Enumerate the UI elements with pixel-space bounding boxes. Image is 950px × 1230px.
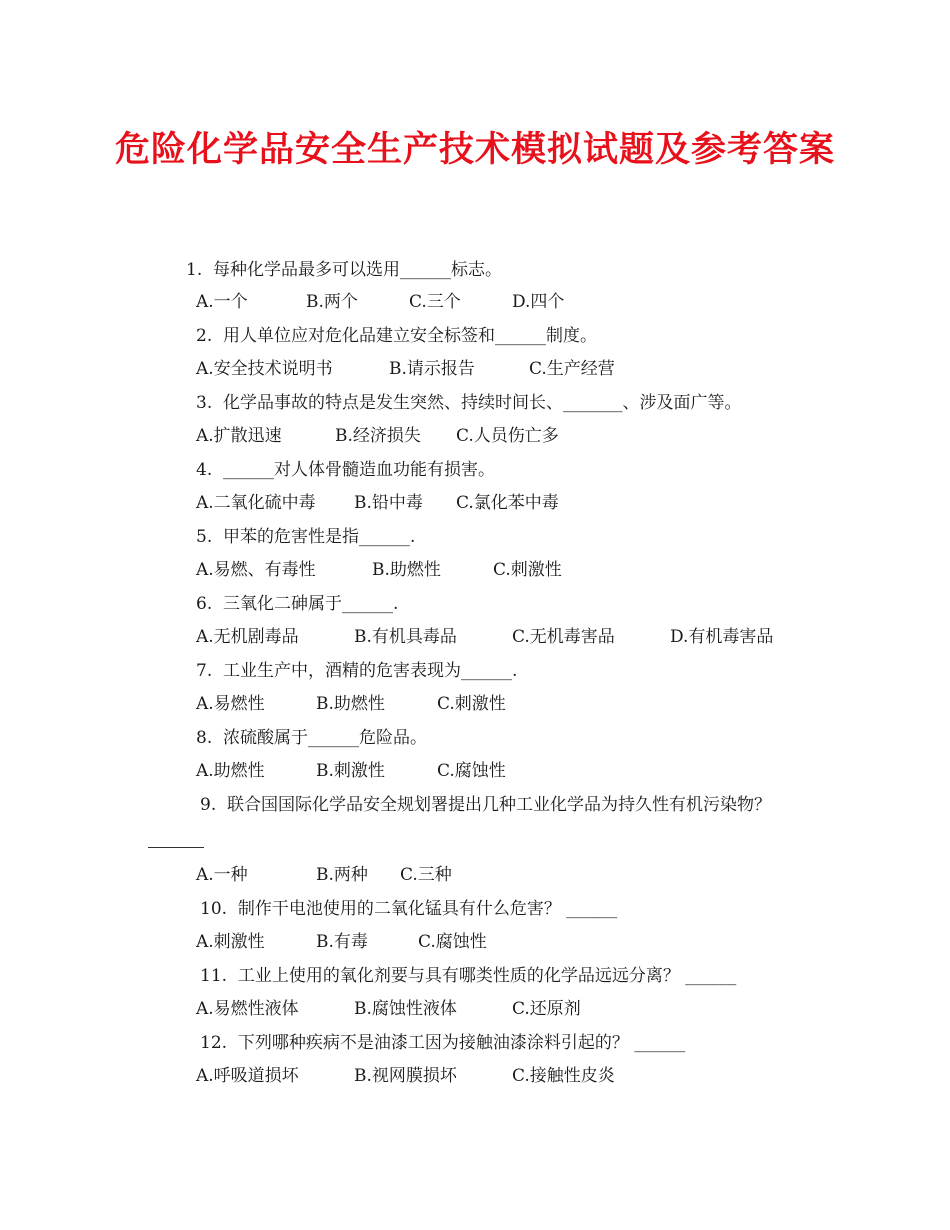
- option: B.铅中毒: [354, 493, 423, 513]
- option: A.刺激性: [196, 932, 265, 952]
- option: C.刺激性: [437, 694, 506, 714]
- option: B.刺激性: [316, 761, 385, 781]
- question-1: 1. 每种化学品最多可以选用______标志。: [186, 260, 503, 280]
- option: D.四个: [512, 292, 565, 312]
- option: B.助燃性: [372, 560, 441, 580]
- option: C.生产经营: [529, 359, 615, 379]
- option: A.呼吸道损坏: [196, 1066, 299, 1086]
- option: C.腐蚀性: [418, 932, 487, 952]
- options-5: [196, 558, 562, 582]
- option: C.腐蚀性: [437, 761, 506, 781]
- options-11: [196, 997, 581, 1021]
- answer-blank: [148, 847, 204, 848]
- option: B.有毒: [316, 932, 368, 952]
- option: C.氯化苯中毒: [456, 493, 559, 513]
- option: C.三个: [409, 292, 461, 312]
- options-10: [196, 930, 487, 954]
- option: A.安全技术说明书: [196, 359, 333, 379]
- option: C.三种: [400, 865, 452, 885]
- options-2: [196, 357, 615, 381]
- option: B.经济损失: [335, 426, 421, 446]
- question-9: 9. 联合国国际化学品安全规划署提出几种工业化学品为持久性有机污染物？: [200, 795, 772, 815]
- option: A.易燃、有毒性: [196, 560, 316, 580]
- option: A.易燃性液体: [196, 999, 299, 1019]
- option: B.请示报告: [389, 359, 475, 379]
- options-12: [196, 1064, 615, 1088]
- option: A.无机剧毒品: [196, 627, 299, 647]
- option: B.两个: [306, 292, 358, 312]
- option: D.有机毒害品: [670, 627, 774, 647]
- question-4: 4. ______对人体骨髓造血功能有损害。: [196, 460, 496, 480]
- option: A.一种: [196, 865, 248, 885]
- option: C.无机毒害品: [512, 627, 615, 647]
- question-10: 10. 制作干电池使用的二氧化锰具有什么危害？ ______: [200, 899, 618, 919]
- question-8: 8. 浓硫酸属于______危险品。: [196, 728, 428, 748]
- options-7: [196, 692, 506, 716]
- options-1: [196, 290, 564, 314]
- options-4: [196, 491, 559, 515]
- option: B.两种: [316, 865, 368, 885]
- question-6: 6. 三氧化二砷属于______.: [196, 594, 399, 614]
- question-7: 7. 工业生产中，酒精的危害表现为______.: [196, 661, 518, 681]
- options-9: [196, 863, 452, 887]
- document-title: 危险化学品安全生产技术模拟试题及参考答案: [114, 130, 835, 170]
- option: A.助燃性: [196, 761, 265, 781]
- question-5: 5. 甲苯的危害性是指______.: [196, 527, 416, 547]
- option: B.有机具毒品: [354, 627, 457, 647]
- option: C.刺激性: [493, 560, 562, 580]
- option: B.腐蚀性液体: [354, 999, 457, 1019]
- question-3: 3. 化学品事故的特点是发生突然、持续时间长、_______、涉及面广等。: [196, 393, 742, 413]
- options-8: [196, 759, 506, 783]
- option: C.接触性皮炎: [512, 1066, 615, 1086]
- option: A.一个: [196, 292, 248, 312]
- options-6: [196, 625, 773, 649]
- question-11: 11. 工业上使用的氧化剂要与具有哪类性质的化学品远远分离？ ______: [200, 966, 737, 986]
- options-3: [196, 424, 559, 448]
- option: A.二氧化硫中毒: [196, 493, 316, 513]
- option: A.易燃性: [196, 694, 265, 714]
- option: A.扩散迅速: [196, 426, 282, 446]
- option: B.视网膜损坏: [354, 1066, 457, 1086]
- option: C.人员伤亡多: [456, 426, 559, 446]
- question-12: 12. 下列哪种疾病不是油漆工因为接触油漆涂料引起的？ ______: [200, 1033, 686, 1053]
- question-2: 2. 用人单位应对危化品建立安全标签和______制度。: [196, 326, 598, 346]
- option: C.还原剂: [512, 999, 581, 1019]
- option: B.助燃性: [316, 694, 385, 714]
